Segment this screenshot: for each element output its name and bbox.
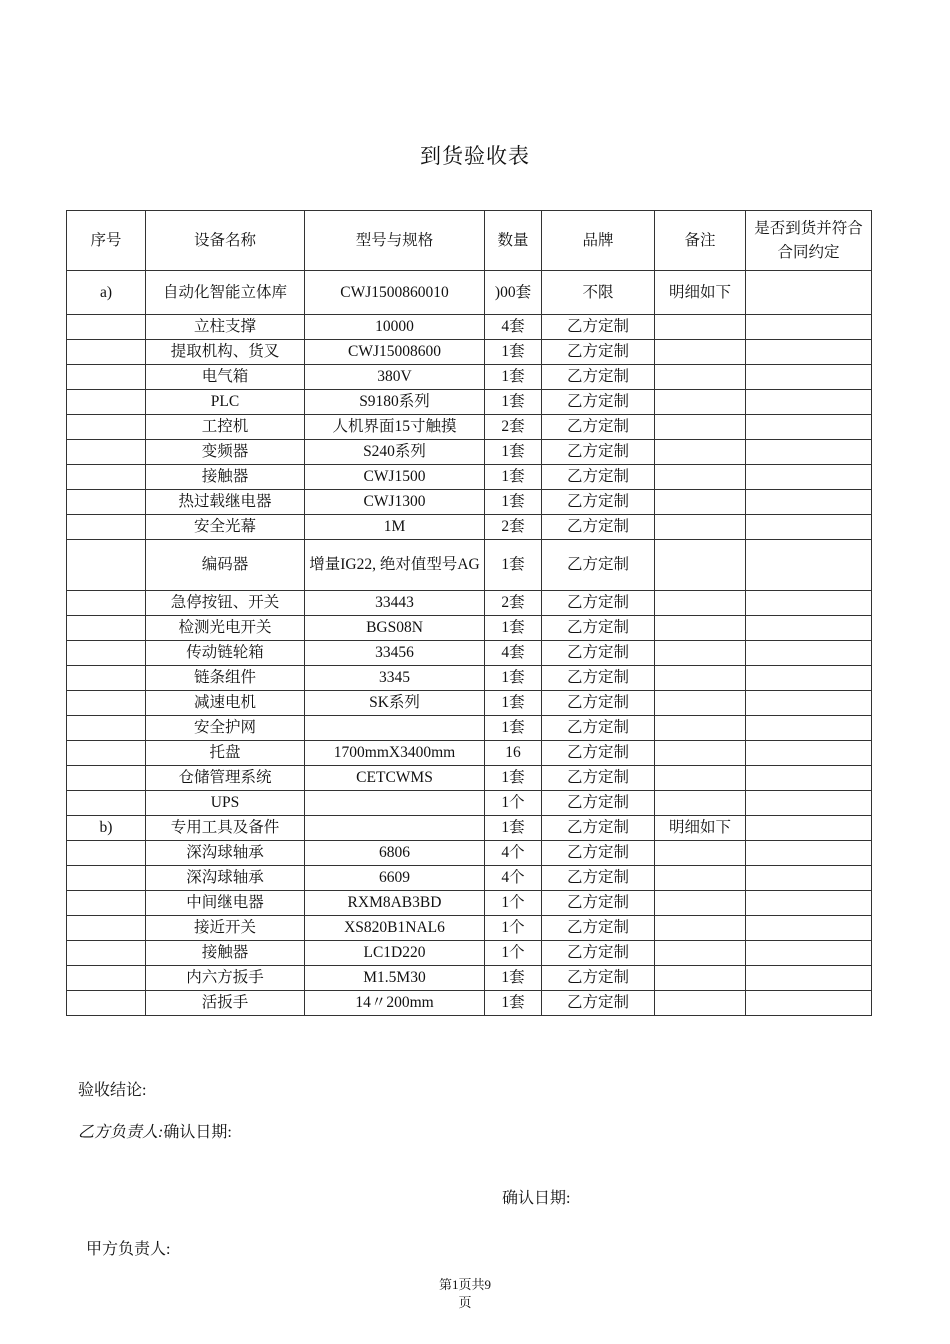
cell-note [655, 741, 746, 766]
cell-brand: 乙方定制 [542, 766, 655, 791]
cell-note [655, 641, 746, 666]
party-b-label: 乙方负责人: [78, 1124, 164, 1141]
cell-note [655, 415, 746, 440]
table-row [67, 991, 872, 1016]
table-row [67, 340, 872, 365]
cell-seq [67, 340, 146, 365]
cell-ok [746, 490, 872, 515]
cell-brand: 乙方定制 [542, 791, 655, 816]
cell-name: 托盘 [146, 741, 305, 766]
table-header-row [67, 211, 872, 271]
table-row [67, 841, 872, 866]
cell-qty: 1个 [485, 941, 542, 966]
table-row [67, 515, 872, 540]
cell-ok [746, 841, 872, 866]
cell-note [655, 891, 746, 916]
cell-brand: 乙方定制 [542, 741, 655, 766]
cell-qty: 1套 [485, 365, 542, 390]
cell-brand: 不限 [542, 271, 655, 315]
cell-brand: 乙方定制 [542, 841, 655, 866]
cell-ok [746, 941, 872, 966]
cell-brand: 乙方定制 [542, 315, 655, 340]
cell-model: CWJ1500860010 [305, 271, 485, 315]
cell-name: 内六方扳手 [146, 966, 305, 991]
cell-seq [67, 891, 146, 916]
party-b-confirm-date: 确认日期: [163, 1124, 232, 1141]
cell-ok [746, 716, 872, 741]
cell-model [305, 716, 485, 741]
cell-ok [746, 390, 872, 415]
acceptance-table [66, 210, 872, 1016]
cell-qty: 2套 [485, 415, 542, 440]
cell-note [655, 390, 746, 415]
cell-brand: 乙方定制 [542, 440, 655, 465]
party-b-signoff [78, 1119, 232, 1142]
cell-brand: 乙方定制 [542, 716, 655, 741]
cell-brand: 乙方定制 [542, 816, 655, 841]
cell-ok [746, 540, 872, 591]
page-number [0, 1276, 930, 1312]
cell-name: 链条组件 [146, 666, 305, 691]
cell-ok [746, 315, 872, 340]
cell-model: 1700mmX3400mm [305, 741, 485, 766]
cell-note [655, 666, 746, 691]
table-row [67, 271, 872, 315]
cell-note [655, 866, 746, 891]
cell-qty: 1套 [485, 390, 542, 415]
cell-model: 1M [305, 515, 485, 540]
table-row [67, 591, 872, 616]
cell-seq [67, 641, 146, 666]
cell-name: 中间继电器 [146, 891, 305, 916]
cell-model: 增量IG22, 绝对值型号AG [305, 540, 485, 591]
table-row [67, 941, 872, 966]
confirm-date-2: 确认日期: [502, 1190, 571, 1207]
cell-model: 3345 [305, 666, 485, 691]
cell-note [655, 716, 746, 741]
cell-brand: 乙方定制 [542, 691, 655, 716]
table-row [67, 390, 872, 415]
cell-seq [67, 741, 146, 766]
table-body [67, 271, 872, 1016]
cell-model: 人机界面15寸触摸 [305, 415, 485, 440]
cell-seq [67, 315, 146, 340]
cell-brand: 乙方定制 [542, 490, 655, 515]
cell-ok [746, 816, 872, 841]
table-row [67, 641, 872, 666]
cell-ok [746, 340, 872, 365]
cell-brand: 乙方定制 [542, 591, 655, 616]
cell-ok [746, 916, 872, 941]
cell-qty: 1套 [485, 766, 542, 791]
cell-model: CWJ15008600 [305, 340, 485, 365]
cell-note [655, 916, 746, 941]
cell-brand: 乙方定制 [542, 465, 655, 490]
cell-note [655, 540, 746, 591]
table-row [67, 816, 872, 841]
cell-note [655, 490, 746, 515]
table-row [67, 365, 872, 390]
table-row [67, 716, 872, 741]
cell-name: 变频器 [146, 440, 305, 465]
cell-brand: 乙方定制 [542, 966, 655, 991]
cell-qty: 1个 [485, 791, 542, 816]
cell-model: SK系列 [305, 691, 485, 716]
cell-name: 活扳手 [146, 991, 305, 1016]
cell-name: 电气箱 [146, 365, 305, 390]
cell-note [655, 991, 746, 1016]
cell-qty: 1套 [485, 991, 542, 1016]
page-number-line1: 第1页共9 [438, 1277, 491, 1292]
cell-name: 提取机构、货叉 [146, 340, 305, 365]
table-row [67, 315, 872, 340]
cell-seq [67, 465, 146, 490]
cell-model: 380V [305, 365, 485, 390]
table-row [67, 741, 872, 766]
cell-name: PLC [146, 390, 305, 415]
cell-qty: 4套 [485, 641, 542, 666]
cell-seq: a) [67, 271, 146, 315]
cell-seq [67, 365, 146, 390]
cell-note [655, 966, 746, 991]
header-qty: 数量 [485, 211, 542, 271]
cell-seq [67, 390, 146, 415]
cell-model: LC1D220 [305, 941, 485, 966]
cell-model: 6609 [305, 866, 485, 891]
table-row [67, 891, 872, 916]
cell-brand: 乙方定制 [542, 866, 655, 891]
cell-note [655, 841, 746, 866]
cell-model: 6806 [305, 841, 485, 866]
cell-model: CWJ1500 [305, 465, 485, 490]
cell-brand: 乙方定制 [542, 415, 655, 440]
cell-seq [67, 540, 146, 591]
cell-name: 工控机 [146, 415, 305, 440]
cell-note [655, 616, 746, 641]
acceptance-conclusion: 验收结论: [78, 1082, 147, 1099]
cell-qty: 1套 [485, 966, 542, 991]
table-row [67, 916, 872, 941]
cell-model: CWJ1300 [305, 490, 485, 515]
table-row [67, 766, 872, 791]
header-brand: 品牌 [542, 211, 655, 271]
cell-brand: 乙方定制 [542, 666, 655, 691]
page-number-line2: 页 [458, 1295, 472, 1310]
cell-brand: 乙方定制 [542, 916, 655, 941]
cell-seq: b) [67, 816, 146, 841]
cell-note [655, 365, 746, 390]
cell-model: XS820B1NAL6 [305, 916, 485, 941]
cell-name: 安全光幕 [146, 515, 305, 540]
cell-name: 急停按钮、开关 [146, 591, 305, 616]
cell-ok [746, 891, 872, 916]
cell-ok [746, 766, 872, 791]
cell-qty: 1套 [485, 616, 542, 641]
table-row [67, 540, 872, 591]
cell-name: 检测光电开关 [146, 616, 305, 641]
cell-ok [746, 591, 872, 616]
cell-note [655, 591, 746, 616]
cell-model: 10000 [305, 315, 485, 340]
cell-qty: 1套 [485, 440, 542, 465]
cell-name: 专用工具及备件 [146, 816, 305, 841]
cell-seq [67, 766, 146, 791]
cell-qty: 2套 [485, 515, 542, 540]
cell-seq [67, 941, 146, 966]
cell-seq [67, 666, 146, 691]
cell-brand: 乙方定制 [542, 991, 655, 1016]
cell-name: 立柱支撑 [146, 315, 305, 340]
cell-seq [67, 916, 146, 941]
cell-qty: 16 [485, 741, 542, 766]
cell-seq [67, 415, 146, 440]
cell-ok [746, 515, 872, 540]
header-name: 设备名称 [146, 211, 305, 271]
cell-model: S9180系列 [305, 390, 485, 415]
cell-brand: 乙方定制 [542, 941, 655, 966]
cell-qty: 2套 [485, 591, 542, 616]
cell-note [655, 465, 746, 490]
cell-seq [67, 791, 146, 816]
cell-brand: 乙方定制 [542, 891, 655, 916]
table-row [67, 415, 872, 440]
cell-note [655, 315, 746, 340]
header-seq: 序号 [67, 211, 146, 271]
cell-seq [67, 841, 146, 866]
cell-brand: 乙方定制 [542, 365, 655, 390]
cell-name: 热过载继电器 [146, 490, 305, 515]
cell-qty: 1个 [485, 916, 542, 941]
cell-seq [67, 591, 146, 616]
cell-ok [746, 691, 872, 716]
table-row [67, 791, 872, 816]
cell-brand: 乙方定制 [542, 390, 655, 415]
header-model: 型号与规格 [305, 211, 485, 271]
cell-note [655, 340, 746, 365]
cell-model: M1.5M30 [305, 966, 485, 991]
cell-name: 传动链轮箱 [146, 641, 305, 666]
party-a-label: 甲方负责人: [86, 1241, 171, 1258]
cell-qty: 4套 [485, 315, 542, 340]
cell-seq [67, 490, 146, 515]
cell-note [655, 766, 746, 791]
cell-name: 深沟球轴承 [146, 866, 305, 891]
cell-qty: 4个 [485, 866, 542, 891]
cell-name: 编码器 [146, 540, 305, 591]
cell-qty: 1个 [485, 891, 542, 916]
cell-name: 接近开关 [146, 916, 305, 941]
cell-name: 接触器 [146, 941, 305, 966]
cell-qty: 1套 [485, 490, 542, 515]
cell-model: 14〃200mm [305, 991, 485, 1016]
cell-ok [746, 741, 872, 766]
cell-note [655, 941, 746, 966]
cell-name: 自动化智能立体库 [146, 271, 305, 315]
cell-seq [67, 866, 146, 891]
cell-brand: 乙方定制 [542, 515, 655, 540]
cell-qty: 1套 [485, 691, 542, 716]
cell-seq [67, 966, 146, 991]
cell-qty: 1套 [485, 340, 542, 365]
table-row [67, 440, 872, 465]
cell-ok [746, 991, 872, 1016]
cell-ok [746, 271, 872, 315]
cell-note: 明细如下 [655, 271, 746, 315]
cell-brand: 乙方定制 [542, 641, 655, 666]
cell-ok [746, 465, 872, 490]
cell-name: 减速电机 [146, 691, 305, 716]
cell-note [655, 791, 746, 816]
table-row [67, 490, 872, 515]
cell-note [655, 515, 746, 540]
cell-qty: )00套 [485, 271, 542, 315]
cell-model: S240系列 [305, 440, 485, 465]
cell-qty: 4个 [485, 841, 542, 866]
cell-model [305, 791, 485, 816]
cell-model: BGS08N [305, 616, 485, 641]
cell-ok [746, 666, 872, 691]
cell-ok [746, 440, 872, 465]
table-row [67, 691, 872, 716]
cell-name: UPS [146, 791, 305, 816]
cell-qty: 1套 [485, 666, 542, 691]
cell-qty: 1套 [485, 716, 542, 741]
cell-ok [746, 616, 872, 641]
cell-seq [67, 716, 146, 741]
cell-ok [746, 966, 872, 991]
cell-seq [67, 440, 146, 465]
cell-seq [67, 691, 146, 716]
table-row [67, 966, 872, 991]
cell-qty: 1套 [485, 540, 542, 591]
page-title: 到货验收表 [420, 144, 530, 168]
cell-name: 安全护网 [146, 716, 305, 741]
cell-qty: 1套 [485, 465, 542, 490]
table-row [67, 616, 872, 641]
cell-name: 深沟球轴承 [146, 841, 305, 866]
cell-note: 明细如下 [655, 816, 746, 841]
cell-ok [746, 641, 872, 666]
cell-seq [67, 515, 146, 540]
cell-brand: 乙方定制 [542, 540, 655, 591]
cell-ok [746, 866, 872, 891]
cell-seq [67, 991, 146, 1016]
table-row [67, 666, 872, 691]
cell-name: 接触器 [146, 465, 305, 490]
cell-ok [746, 791, 872, 816]
table-row [67, 465, 872, 490]
table-row [67, 866, 872, 891]
cell-brand: 乙方定制 [542, 340, 655, 365]
header-note: 备注 [655, 211, 746, 271]
cell-model: RXM8AB3BD [305, 891, 485, 916]
cell-seq [67, 616, 146, 641]
cell-model: CETCWMS [305, 766, 485, 791]
cell-model: 33456 [305, 641, 485, 666]
cell-qty: 1套 [485, 816, 542, 841]
cell-brand: 乙方定制 [542, 616, 655, 641]
cell-ok [746, 365, 872, 390]
header-ok: 是否到货并符合合同约定 [746, 211, 872, 271]
cell-model [305, 816, 485, 841]
cell-ok [746, 415, 872, 440]
cell-note [655, 440, 746, 465]
cell-name: 仓储管理系统 [146, 766, 305, 791]
cell-model: 33443 [305, 591, 485, 616]
cell-note [655, 691, 746, 716]
